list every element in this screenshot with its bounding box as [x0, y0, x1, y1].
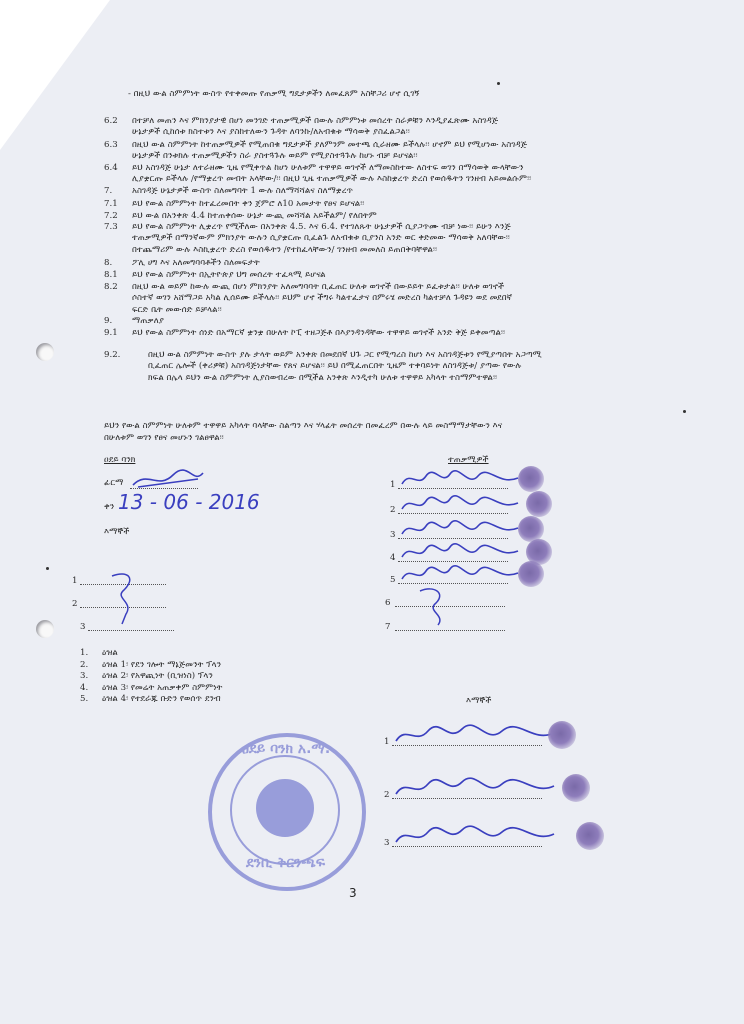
attachment-number: 1. [80, 648, 89, 658]
clause-text-line: በተጨማሪም ውሉ እስኪቋረጥ ድረስ የወሰዱትን /የተከፈላቸውን/ ገንዘብ መመለስ ይጠበቅባቸዋል፡፡ [132, 244, 437, 255]
bottom-witness-signature [392, 721, 562, 749]
thumbprint [576, 822, 604, 850]
clause-number: 7.2 [104, 211, 118, 221]
clause-text-line: ሶስተኛ ወገን አሸማጋይ አካል ሊሰይሙ ይችላሉ፡፡ ይህም ሆኖ ችግሩ ካልተፈታና በምሩሄ መድረስ ካልተቻለ ጉዳዩን ወደ መደበኛ [132, 293, 513, 304]
witness-line-label: 1 [72, 576, 78, 586]
beneficiary-line-label: 5 [390, 575, 396, 585]
clause-text-line: ይህ የውል ስምምነት ሰነድ በአማርኛ ቋንቋ በሁለት ኮፒ ተዘጋጅቶ በእያንዳንዳቸው ተዋዋይ ወገኖች አንድ ቅጅ ይቀመጣል፡፡ [132, 328, 505, 338]
stamp-inner-ring [230, 755, 340, 865]
stamp-bottom-text: ደንቢ ቅርንጫፍ [246, 855, 326, 871]
bottom-witness-signature [392, 774, 562, 802]
clause-text-line: ቢፈጠር ሌሎች (ቀሪዎቹ) አስገዳጅነታቸው የጸና ይሆናል፡፡ ይህ በሚፈጠርበት ጊዜም ተቀባይነት ለስገዳጅቱ/ ያጣው የውሉ [148, 361, 522, 372]
witness-line-label: 7 [385, 622, 391, 632]
witness-heading-left: እማኞች [104, 527, 130, 537]
punch-hole-bottom [36, 620, 54, 638]
clause-text-line: አስገዳጅ ሁኔታዎች ውስጥ ስለመግባት 1 ውሉ ስለማሻሻልና ስለማቋረጥ [132, 186, 354, 196]
beneficiary-line-label: 1 [390, 480, 396, 490]
attachment-item: ዕዝል [102, 648, 118, 658]
clause-text-line: ይህ አስገዳጅ ሁኔታ ለተራዘሙ ጊዜ የሚቀጥል ከሆነ ሁለቱም ተዋዋይ ወገኖች ለማመስከተው ለስተፍ ወገን በማሳወቅ ውላቸውን [132, 163, 524, 173]
attachment-number: 4. [80, 682, 89, 693]
witness-line-label: 2 [72, 599, 78, 609]
clause-text-line: ሊያቋርጡ ይችላሉ /የማቋረጥ መብት አላቸው/፡፡ በዚህ ጊዜ ተጠቃሚዎች ውሉ እስከቋረጥ ድረስ የወሰዱትን ገንዘብ አይመልሱም፡፡ [132, 174, 532, 185]
clause-text-line: በዚህ ውል ወይም ከውሉ ውጪ በሆነ ምክንያት አለመግባባት ቢፈጠር ሁለቱ ወገኖች በውይይት ይፈቱታል፡፡ ሁለቱ ወገኖች [132, 282, 505, 292]
thumbprint [562, 774, 590, 802]
witness-signature-left [108, 568, 148, 628]
folded-corner [0, 0, 110, 150]
thumbprint [548, 721, 576, 749]
attachment-number: 2. [80, 659, 89, 670]
closing-line-2: በሁለቱም ወገን የፀና መሆኑን ገልፀዋል፡፡ [104, 433, 224, 443]
witness-line-label: 6 [385, 598, 391, 608]
clause-text-line: ፖሊ ሀግ እና አለመግባባቶችን ስለመፍታት [132, 258, 260, 268]
attachment-number: 5. [80, 694, 89, 705]
clause-text-line: ሁኔታዎች በንቱክሉ ተጠቃሚዎችን ስራ ያስተጓጉሉ ወይም የሚያስተጓጉሉ ከሆኑ ብቻ ይሆናል፡፡ [132, 151, 418, 162]
clause-text-line: በዚህ ውል ስምምነት ከተጠቃሚዎች የሚጠበቁ ግዴታዎች ያለምንም መተጫ ሲራዘሙ ይችላሉ፡፡ ሆኖም ይህ የሚሆነው አስገዳጅ [132, 140, 528, 150]
beneficiary-handwritten-signature [398, 491, 528, 517]
attachment-item: ዕዝል 4፡ የተደራጁ ቡድን የወሰጥ ደንብ [102, 694, 221, 705]
date-value: 13 - 06 - 2016 [118, 490, 260, 514]
bank-stamp [208, 733, 366, 891]
bottom-witness-label: 2 [384, 790, 390, 800]
witness-line [88, 630, 174, 631]
clause-text-line: ሁኔታዎች ሲከሰቱ ክስተቱን እና ያስከተለውን ጉዳት ለባንኩ/ለአብቁቱ ማሳወቅ ያስፈልጋል፡፡ [132, 127, 410, 138]
clause-number: 6.3 [104, 140, 118, 150]
clause-number: 8. [104, 258, 113, 268]
page-number: 3 [349, 886, 357, 900]
clause-number: 8.2 [104, 282, 118, 292]
clause-text-line: በዚህ ውል ስምምነት ውስጥ ያሉ ታላት ወይም አንቀጽ በመደበኛ ህጉ ጋር የሚጣረስ ከሆነ እና አስገዳጅቱን የሚያጣበት አጋጣሚ [148, 350, 542, 360]
speck [497, 82, 500, 85]
thumbprint [518, 466, 544, 492]
clause-text-line: ይህ የውል ስምምነት ከተፈረመበት ቀን ጀምሮ ለ10 አመታት የፀና ይሆናል፡፡ [132, 199, 365, 209]
attachment-item: ዕዝል 1፡ የደን ገሎት ማኔጅመንት ፕላን [102, 659, 222, 670]
clause-number: 6.2 [104, 116, 118, 126]
speck [683, 410, 686, 413]
attachment-item: ዕዝል 3፡ የመሬት አጠቃቀም ስምምነት [102, 682, 223, 693]
date-label: ቀን [104, 502, 115, 512]
thumbprint [518, 561, 544, 587]
beneficiary-line-label: 2 [390, 505, 396, 515]
clause-number: 8.1 [104, 270, 118, 280]
beneficiary-line-label: 3 [390, 530, 396, 540]
clause-number: 7.3 [104, 222, 118, 232]
clause-text-line: ክፍል በሌላ ይህን ውል ስምምነት ሊያስወብረው በሚችል አንቀጽ እንዲተካ ሁለቱ ተዋዋይ አካላት ተስማምተዋል፡፡ [148, 372, 498, 383]
header-line: - በዚህ ውል ስምምነት ውስጥ የተቀመጡ የጠቃሚ ግዴታዎችን ለመፈጸም አስቸጋሪ ሆኖ ሲገኝ [128, 89, 420, 99]
closing-line-1: ይህን የውል ስምምነት ሁለቱም ተዋዋይ አካላት ባላቸው ስልጣን እና ሃላፊት መሰረት በመፈረም በውሉ ላይ መስማማታቸውን እና [104, 421, 503, 431]
clause-number: 9.2. [104, 350, 121, 360]
bottom-witness-label: 1 [384, 737, 390, 747]
clause-number: 9.1 [104, 328, 118, 338]
beneficiaries-heading: ተጠቃሚዎች [448, 455, 489, 465]
attachment-item: ዕዝል 2፡ የአዋጪነት (ቢዝነስ) ፕላን [102, 671, 213, 682]
attachment-number: 3. [80, 671, 89, 682]
clause-text-line: ይህ ውል በአንቀጽ 4.4 ከተጠቀሰው ሁኔታ ውጪ መሻሻል አይችልም/ የለበትም [132, 211, 377, 221]
clause-text-line: ማጠቃለያ [132, 316, 164, 326]
clause-text-line: ይህ የውል ስምምነት በኢትዮጵያ ህግ መሰረት ተፈጻሚ ይሆናል [132, 270, 326, 280]
beneficiary-handwritten-signature [398, 466, 528, 492]
clause-number: 7. [104, 186, 113, 196]
witness-signature-right [416, 585, 456, 633]
clause-text-line: ፍርድ ቤት መውሰድ ይቻላል፡፡ [132, 304, 222, 315]
witness-line-label: 3 [80, 622, 86, 632]
stamp-logo [256, 779, 314, 837]
beneficiary-handwritten-signature [398, 561, 528, 587]
clause-number: 7.1 [104, 199, 118, 209]
clause-number: 9. [104, 316, 113, 326]
beneficiary-line-label: 4 [390, 553, 396, 563]
witness-heading-right: እማኞች [466, 696, 492, 706]
punch-hole-top [36, 343, 54, 361]
sign-label: ፊርማ [104, 478, 124, 488]
clause-text-line: ይህ የውል ስምምነት ሊቋረጥ የሚችለው በአንቀጽ 4.5. እና 6.4. የተገለጹት ሁኔታዎች ሲያጋጥሙ ብቻ ነው፡፡ ይሁን እንጅ [132, 222, 511, 232]
thumbprint [526, 491, 552, 517]
bottom-witness-label: 3 [384, 838, 390, 848]
clause-number: 6.4 [104, 163, 118, 173]
bottom-witness-signature [392, 822, 562, 850]
clause-text-line: በተቻለ መጠን እና ምክንያታዊ በሆነ መንገድ ተጠቃሚዎች በውሉ ስምምነቱ መሰረት ስራዎቹን እንዲያፈጽሙ አስገዳጅ [132, 116, 499, 126]
stamp-top-text: ፀደይ ባንክ አ.ማ. [242, 741, 331, 757]
clause-text-line: ተጠቃሚዎች በማንኛውም ምክንያት ውሉን ሲያቋርጡ ቢፈልጉ ለአብቁቱ ቢያንስ አንድ ወር ቀድመው ማሳወቅ አለባቸው፡፡ [132, 233, 510, 244]
bank-heading: ዐደይ ባንክ [104, 455, 136, 465]
speck [46, 567, 49, 570]
